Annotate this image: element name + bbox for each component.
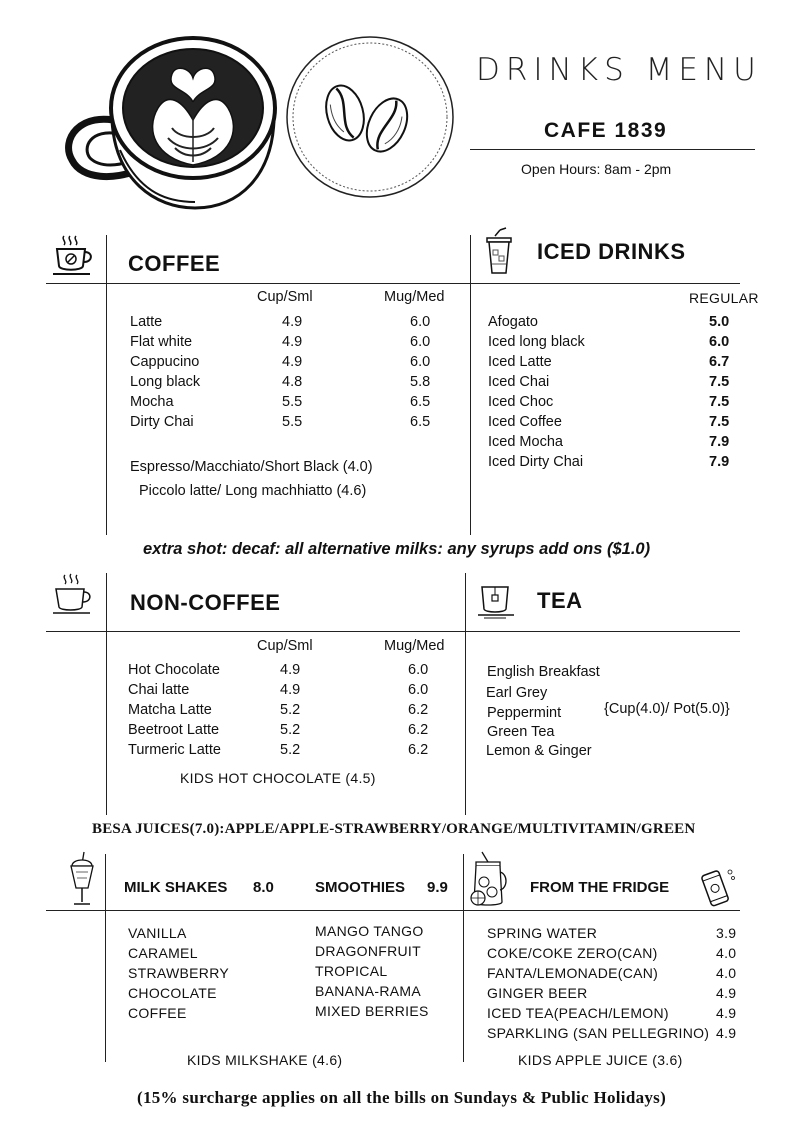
fridge-item-price: 4.9	[716, 985, 737, 1001]
noncoffee-item-large-price: 6.0	[408, 682, 429, 698]
milkshake-item: VANILLA	[128, 925, 187, 941]
latte-art-cup-icon	[60, 30, 285, 210]
coffee-item-large-price: 6.0	[410, 354, 431, 370]
tea-item: Lemon & Ginger	[486, 743, 592, 759]
smoothie-item: MIXED BERRIES	[315, 1003, 429, 1019]
fridge-item-name: ICED TEA(PEACH/LEMON)	[487, 1005, 669, 1021]
iced-col-regular: REGULAR	[689, 290, 759, 306]
fridge-item-name: COKE/COKE ZERO(CAN)	[487, 945, 658, 961]
iced-item-name: Iced Chai	[488, 374, 550, 390]
iced-title: ICED DRINKS	[537, 239, 686, 264]
fridge-item-name: SPRING WATER	[487, 925, 598, 941]
lemonade-jar-icon	[468, 852, 508, 910]
milkshakes-price: 8.0	[253, 879, 274, 896]
noncoffee-item-small-price: 5.2	[280, 702, 301, 718]
milkshakes-title: MILK SHAKES	[124, 879, 228, 896]
coffee-item-name: Latte	[130, 314, 163, 330]
iced-item-name: Iced Coffee	[488, 414, 562, 430]
iced-item-name: Afogato	[488, 314, 538, 330]
coffee-item-name: Mocha	[130, 394, 174, 410]
kids-apple-juice: KIDS APPLE JUICE (3.6)	[518, 1052, 683, 1068]
coffee-col-large: Mug/Med	[384, 289, 445, 305]
fridge-item-price: 4.9	[716, 1025, 737, 1041]
milkshake-item: STRAWBERRY	[128, 965, 230, 981]
noncoffee-col-small: Cup/Sml	[257, 638, 313, 654]
fridge-item-price: 3.9	[716, 925, 737, 941]
iced-item-price: 7.5	[709, 374, 730, 390]
cafe-name: CAFE 1839	[544, 119, 668, 142]
coffee-beans-icon	[285, 35, 455, 200]
tea-price: {Cup(4.0)/ Pot(5.0)}	[604, 701, 730, 717]
coffee-item-small-price: 5.5	[282, 414, 303, 430]
coffee-note-piccolo: Piccolo latte/ Long machhiatto (4.6)	[139, 483, 367, 499]
coffee-item-name: Dirty Chai	[130, 414, 194, 430]
milkshake-item: CHOCOLATE	[128, 985, 217, 1001]
noncoffee-item-small-price: 5.2	[280, 722, 301, 738]
tea-cup-icon	[476, 581, 516, 621]
noncoffee-item-small-price: 4.9	[280, 662, 301, 678]
smoothie-item: TROPICAL	[315, 963, 388, 979]
add-ons-note: extra shot: decaf: all alternative milks: any syrups add ons ($1.0)	[143, 540, 651, 558]
noncoffee-item-small-price: 5.2	[280, 742, 301, 758]
smoothie-item: DRAGONFRUIT	[315, 943, 421, 959]
noncoffee-item-name: Beetroot Latte	[128, 722, 220, 738]
iced-item-name: Iced Mocha	[488, 434, 563, 450]
coffee-item-large-price: 6.0	[410, 334, 431, 350]
shakes-section-rule	[46, 910, 740, 911]
iced-item-price: 7.9	[709, 434, 730, 450]
kids-hot-chocolate: KIDS HOT CHOCOLATE (4.5)	[180, 770, 376, 786]
iced-item-name: Iced Dirty Chai	[488, 454, 584, 470]
noncoffee-item-name: Hot Chocolate	[128, 662, 220, 678]
noncoffee-item-large-price: 6.2	[408, 702, 429, 718]
coffee-item-small-price: 5.5	[282, 394, 303, 410]
page-title: DRINKS MENU	[476, 52, 762, 88]
fridge-item-name: FANTA/LEMONADE(CAN)	[487, 965, 659, 981]
smoothie-item: MANGO TANGO	[315, 923, 424, 939]
noncoffee-title: NON-COFFEE	[130, 590, 281, 615]
coffee-item-name: Cappucino	[130, 354, 200, 370]
iced-item-price: 7.5	[709, 414, 730, 430]
coffee-col-small: Cup/Sml	[257, 289, 313, 305]
coffee-section-rule	[46, 283, 740, 284]
coffee-item-large-price: 6.0	[410, 314, 431, 330]
noncoffee-tea-divider	[465, 573, 466, 815]
coffee-item-small-price: 4.9	[282, 314, 303, 330]
fridge-item-price: 4.0	[716, 965, 737, 981]
coffee-iced-divider	[470, 235, 471, 535]
coffee-title: COFFEE	[128, 251, 221, 276]
kids-milkshake: KIDS MILKSHAKE (4.6)	[187, 1052, 343, 1068]
milkshake-item: COFFEE	[128, 1005, 187, 1021]
besa-juices: BESA JUICES(7.0):APPLE/APPLE-STRAWBERRY/ORANGE/MULTIVITAMIN/GREEN	[92, 821, 696, 837]
smoothies-price: 9.9	[427, 879, 448, 896]
coffee-item-large-price: 6.5	[410, 414, 431, 430]
milkshake-item: CARAMEL	[128, 945, 198, 961]
fridge-item-price: 4.9	[716, 1005, 737, 1021]
fridge-title: FROM THE FRIDGE	[530, 879, 670, 896]
iced-item-price: 6.0	[709, 334, 730, 350]
smoothies-title: SMOOTHIES	[315, 879, 406, 896]
noncoffee-item-large-price: 6.2	[408, 722, 429, 738]
smoothie-item: BANANA-RAMA	[315, 983, 421, 999]
coffee-item-name: Long black	[130, 374, 201, 390]
soda-can-icon	[696, 866, 736, 910]
iced-item-name: Iced Latte	[488, 354, 552, 370]
hot-chocolate-cup-icon	[52, 573, 94, 617]
coffee-item-name: Flat white	[130, 334, 193, 350]
iced-item-price: 7.9	[709, 454, 730, 470]
noncoffee-item-large-price: 6.0	[408, 662, 429, 678]
tea-item: English Breakfast	[487, 664, 600, 680]
shakes-left-rule	[105, 854, 106, 1062]
tea-item: Green Tea	[487, 724, 555, 740]
noncoffee-item-name: Turmeric Latte	[128, 742, 221, 758]
coffee-item-small-price: 4.9	[282, 354, 303, 370]
noncoffee-item-small-price: 4.9	[280, 682, 301, 698]
open-hours: Open Hours: 8am - 2pm	[521, 161, 672, 177]
coffee-item-large-price: 5.8	[410, 374, 431, 390]
coffee-note-espresso: Espresso/Macchiato/Short Black (4.0)	[130, 459, 373, 475]
noncoffee-section-rule	[46, 631, 740, 632]
coffee-item-small-price: 4.8	[282, 374, 303, 390]
iced-item-name: Iced long black	[488, 334, 585, 350]
fridge-item-name: SPARKLING (SAN PELLEGRINO)	[487, 1025, 710, 1041]
tea-item: Peppermint	[487, 705, 562, 721]
fridge-item-price: 4.0	[716, 945, 737, 961]
shakes-fridge-divider	[463, 854, 464, 1062]
tea-item: Earl Grey	[486, 685, 548, 701]
coffee-item-large-price: 6.5	[410, 394, 431, 410]
tea-title: TEA	[537, 588, 583, 613]
milkshake-glass-icon	[68, 852, 96, 908]
iced-item-name: Iced Choc	[488, 394, 554, 410]
header-divider	[470, 149, 755, 150]
hot-coffee-cup-icon	[52, 234, 94, 278]
surcharge-note: (15% surcharge applies on all the bills on Sundays & Public Holidays)	[137, 1088, 667, 1107]
iced-item-price: 6.7	[709, 354, 730, 370]
noncoffee-left-rule	[106, 573, 107, 815]
iced-drink-cup-icon	[484, 228, 514, 276]
fridge-item-name: GINGER BEER	[487, 985, 588, 1001]
iced-item-price: 7.5	[709, 394, 730, 410]
noncoffee-item-name: Matcha Latte	[128, 702, 212, 718]
noncoffee-item-name: Chai latte	[128, 682, 190, 698]
coffee-item-small-price: 4.9	[282, 334, 303, 350]
noncoffee-col-large: Mug/Med	[384, 638, 445, 654]
iced-item-price: 5.0	[709, 314, 730, 330]
noncoffee-item-large-price: 6.2	[408, 742, 429, 758]
coffee-left-rule	[106, 235, 107, 535]
